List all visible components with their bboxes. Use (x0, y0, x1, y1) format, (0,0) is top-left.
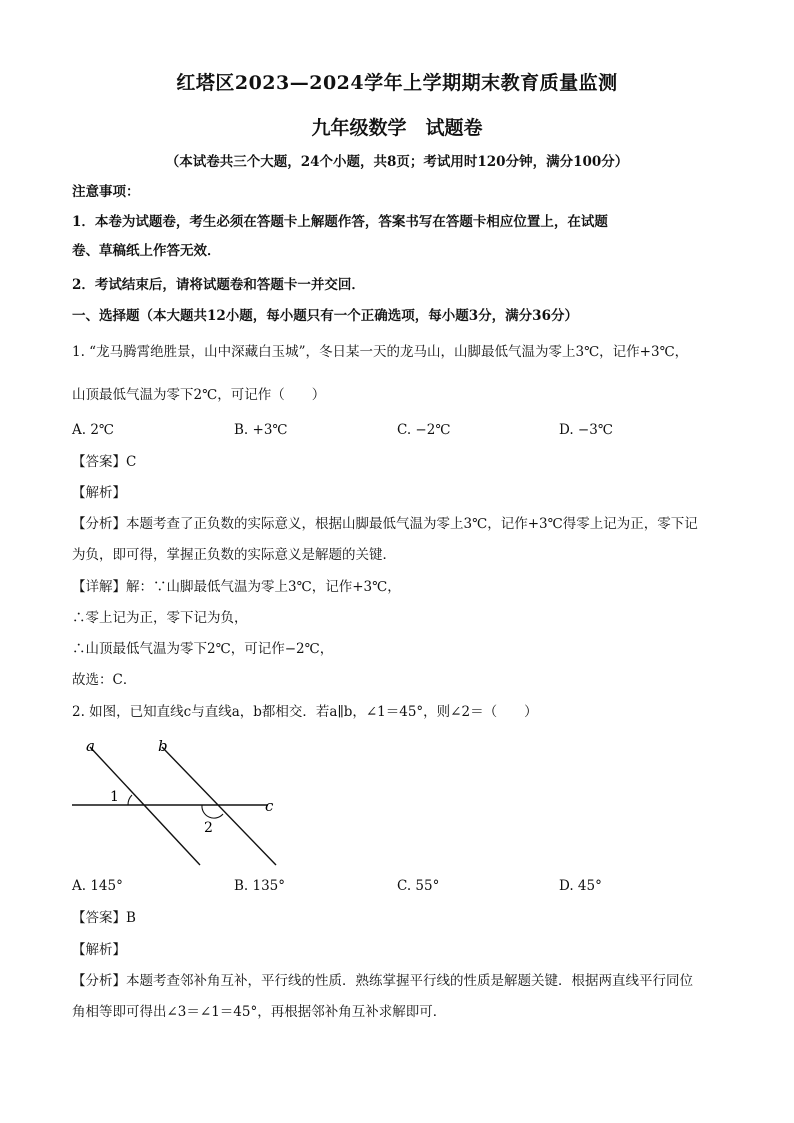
question-1-analysis-label: 【解析】 (72, 485, 126, 501)
question-1-line-1: 1. “龙马腾霄绝胜景，山中深藏白玉城”，冬日某一天的龙马山，山脚最低气温为零上3℃，记作+3℃， (72, 344, 689, 360)
note-item-1-line-2: 卷、草稿纸上作答无效． (72, 243, 221, 259)
question-1-detail-line-4: 故选：C． (72, 672, 137, 688)
question-1-fenxi-line-1: 【分析】本题考查了正负数的实际意义，根据山脚最低气温为零上3℃，记作+3℃得零上记为正，零下记 (72, 516, 698, 532)
note-item-2: 2．考试结束后，请将试题卷和答题卡一并交回． (72, 277, 365, 293)
question-1-detail-line-2: ∴零上记为正，零下记为负， (72, 610, 248, 626)
label-c: c (265, 797, 274, 815)
question-2-option-c: C. 55° (397, 878, 440, 894)
document-title: 红塔区2023—2024学年上学期期末教育质量监测 (176, 72, 618, 94)
angle-1-arc (128, 795, 132, 805)
question-1-answer: 【答案】C (72, 454, 137, 470)
label-angle-1: 1 (110, 789, 119, 805)
question-1-detail-line-3: ∴山顶最低气温为零下2℃，可记作−2℃， (72, 641, 334, 657)
exam-info: （本试卷共三个大题，24个小题，共8页；考试用时120分钟，满分100分） (165, 154, 629, 170)
question-1-option-d: D. −3℃ (559, 422, 613, 438)
question-1-line-2: 山顶最低气温为零下2℃，可记作（ ） (72, 387, 326, 403)
question-2-option-a: A. 145° (72, 878, 123, 894)
question-1-option-c: C. −2℃ (397, 422, 451, 438)
line-a (90, 747, 200, 865)
question-1-option-a: A. 2℃ (72, 422, 115, 438)
parallel-lines-figure (68, 735, 298, 875)
question-1-option-b: B. +3℃ (234, 422, 288, 438)
question-2-answer: 【答案】B (72, 910, 136, 926)
question-2-fenxi-line-2: 角相等即可得出∠3＝∠1＝45°，再根据邻补角互补求解即可． (72, 1004, 447, 1020)
label-b: b (158, 737, 168, 755)
question-1-detail-line-1: 【详解】解：∵山脚最低气温为零上3℃，记作+3℃， (72, 579, 401, 595)
section-1-heading: 一、选择题（本大题共12小题，每小题只有一个正确选项，每小题3分，满分36分） (72, 308, 578, 324)
line-b (162, 747, 276, 865)
question-1-fenxi-line-2: 为负，即可得，掌握正负数的实际意义是解题的关键． (72, 547, 396, 563)
question-2-option-d: D. 45° (559, 878, 602, 894)
question-2-analysis-label: 【解析】 (72, 942, 126, 958)
note-item-1-line-1: 1．本卷为试题卷，考生必须在答题卡上解题作答，答案书写在答题卡相应位置上，在试题 (72, 214, 608, 230)
question-2-line-1: 2. 如图，已知直线c与直线a，b都相交．若a∥b，∠1＝45°，则∠2＝（ ） (72, 704, 538, 720)
label-angle-2: 2 (204, 820, 213, 836)
notes-heading: 注意事项： (72, 184, 140, 200)
question-2-option-b: B. 135° (234, 878, 286, 894)
document-subtitle: 九年级数学 试题卷 (311, 117, 483, 139)
label-a: a (86, 737, 95, 755)
question-2-fenxi-line-1: 【分析】本题考查邻补角互补，平行线的性质．熟练掌握平行线的性质是解题关键．根据两直线平行同位 (72, 973, 693, 989)
